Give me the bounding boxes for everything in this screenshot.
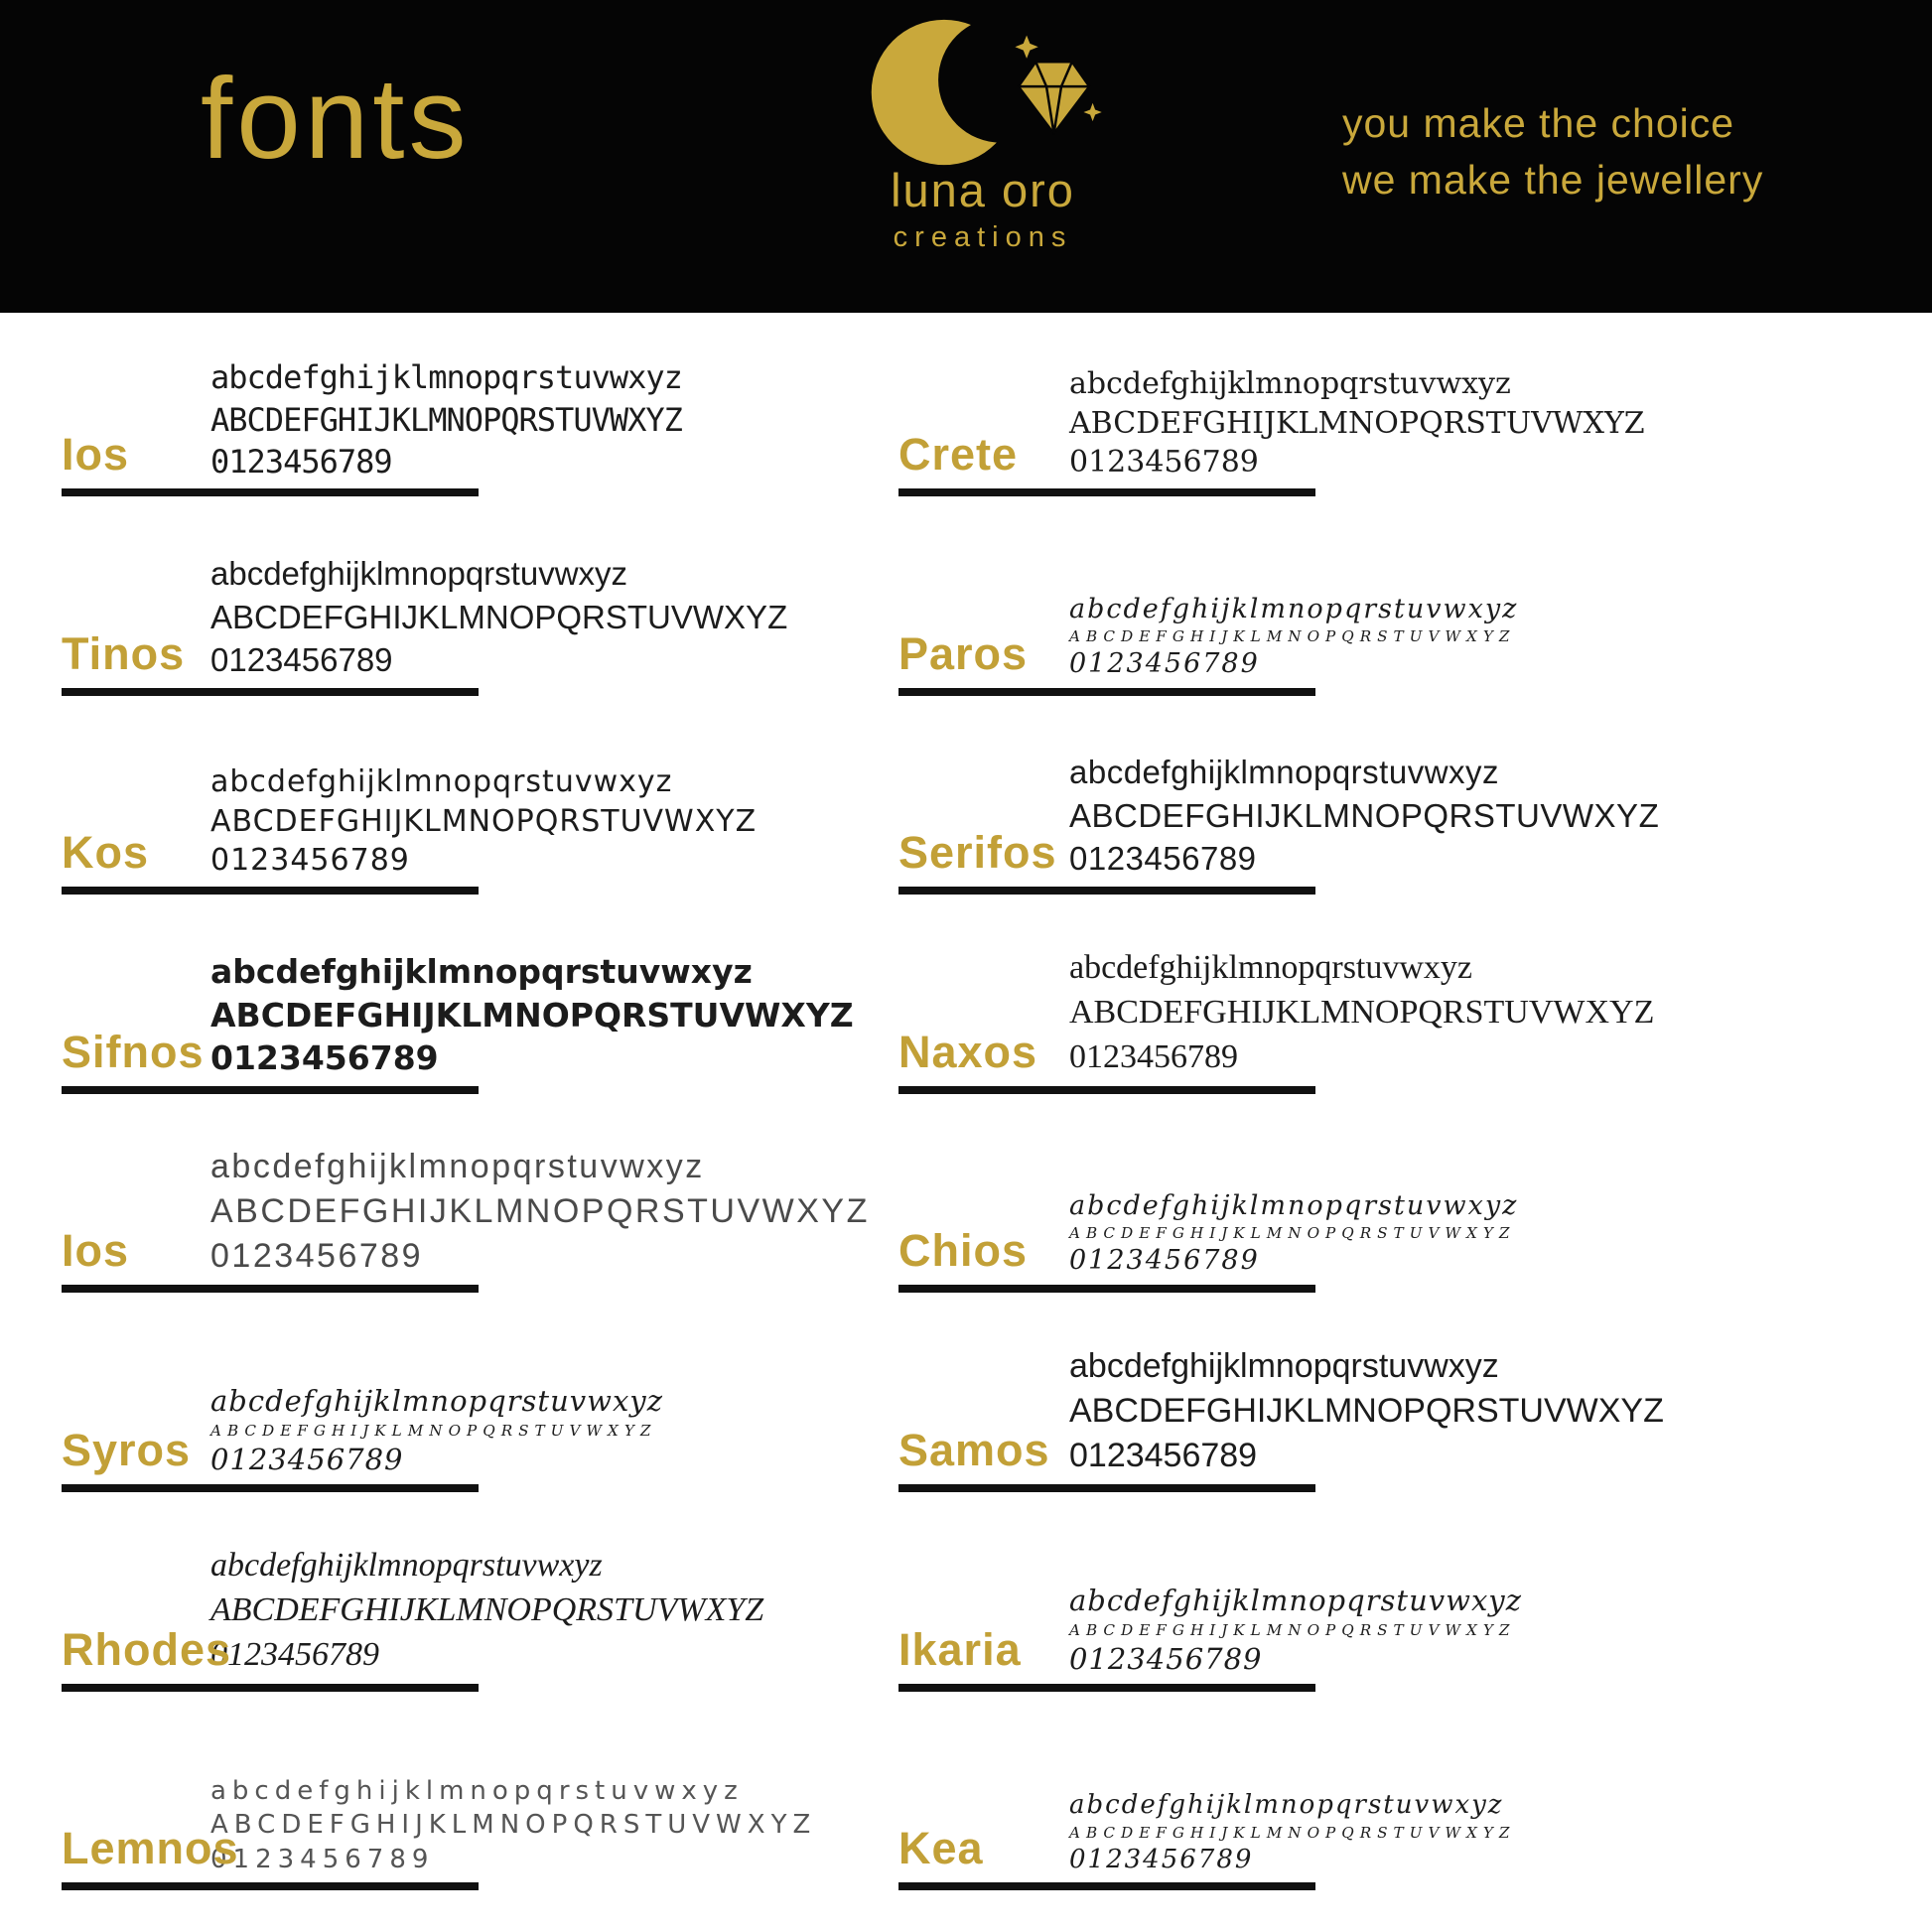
sample-lowercase: abcdefghijklmnopqrstuvwxyz — [1069, 593, 1519, 624]
sample-digits: 0123456789 — [1069, 648, 1260, 680]
sample-lowercase: abcdefghijklmnopqrstuvwxyz — [1069, 1189, 1519, 1221]
sample-uppercase: ABCDEFGHIJKLMNOPQRSTUVWXYZ — [1069, 796, 1660, 834]
crescent-moon-diamond-icon — [859, 14, 1107, 171]
sample-lowercase: abcdefghijklmnopqrstuvwxyz — [1069, 754, 1500, 791]
font-sample — [1069, 946, 1654, 1080]
sample-digits: 0123456789 — [1069, 1844, 1254, 1874]
sample-lowercase: abcdefghijklmnopqrstuvwxyz — [210, 555, 628, 593]
underline-rule — [62, 1882, 479, 1890]
font-name-label: Kea — [898, 1823, 984, 1873]
font-sample — [210, 1382, 663, 1478]
tagline — [1342, 95, 1763, 208]
font-sample-row — [898, 915, 1752, 1094]
font-name-label: Paros — [898, 628, 1029, 679]
sample-uppercase: ABCDEFGHIJKLMNOPQRSTUVWXYZ — [210, 803, 758, 839]
sample-digits: 0123456789 — [210, 442, 392, 481]
font-sample — [1069, 1788, 1515, 1876]
logo-brand-text: luna oro — [891, 164, 1075, 216]
luna-oro-logo — [849, 14, 1117, 254]
font-sample-row — [898, 1114, 1752, 1293]
font-sample — [210, 356, 682, 483]
sample-digits: 0123456789 — [210, 1844, 435, 1874]
font-name-label: Ios — [62, 1225, 130, 1276]
font-sample — [210, 552, 787, 682]
font-name-label: Chios — [898, 1225, 1029, 1276]
font-sample — [1069, 1188, 1518, 1279]
sample-uppercase: ABCDEFGHIJKLMNOPQRSTUVWXYZ — [1069, 1392, 1664, 1431]
font-name-label: Syros — [62, 1425, 192, 1475]
font-sample — [210, 1145, 870, 1279]
underline-rule — [898, 688, 1315, 696]
font-sample-row — [62, 1712, 915, 1890]
font-name-label: Crete — [898, 429, 1019, 480]
sample-digits: 0123456789 — [1069, 445, 1259, 481]
underline-rule — [898, 1484, 1315, 1492]
font-sample — [210, 1544, 763, 1678]
sample-uppercase: ABCDEFGHIJKLMNOPQRSTUVWXYZ — [210, 1421, 657, 1440]
underline-rule — [898, 1086, 1315, 1094]
font-sample-row — [898, 1513, 1752, 1692]
sample-digits: 0123456789 — [1069, 1245, 1260, 1277]
tagline-line-2: we make the jewellery — [1342, 157, 1764, 203]
underline-rule — [898, 887, 1315, 895]
font-name-label: Samos — [898, 1425, 1050, 1475]
font-sample — [1069, 592, 1518, 682]
font-name-label: Kos — [62, 827, 150, 878]
font-sample-row — [62, 915, 915, 1094]
font-sample — [210, 1774, 816, 1876]
sample-lowercase: abcdefghijklmnopqrstuvwxyz — [1069, 366, 1511, 402]
font-sample — [1069, 364, 1645, 483]
sample-digits: 0123456789 — [1069, 1038, 1238, 1076]
sample-uppercase: ABCDEFGHIJKLMNOPQRSTUVWXYZ — [1069, 405, 1645, 441]
font-sample — [1069, 751, 1659, 881]
font-name-label: Lemnos — [62, 1823, 239, 1873]
underline-rule — [898, 488, 1315, 496]
sample-digits: 0123456789 — [1069, 840, 1257, 878]
font-name-label: Sifnos — [62, 1027, 205, 1077]
font-sample-row — [62, 1513, 915, 1692]
font-sample-row — [898, 318, 1752, 496]
sample-uppercase: ABCDEFGHIJKLMNOPQRSTUVWXYZ — [210, 1591, 764, 1629]
sample-uppercase: ABCDEFGHIJKLMNOPQRSTUVWXYZ — [210, 1810, 817, 1841]
sample-lowercase: abcdefghijklmnopqrstuvwxyz — [210, 1547, 603, 1585]
font-sample-row — [62, 1114, 915, 1293]
underline-rule — [62, 1285, 479, 1293]
sample-lowercase: abcdefghijklmnopqrstuvwxyz — [1069, 1584, 1522, 1618]
underline-rule — [62, 1684, 479, 1692]
font-sample — [210, 950, 854, 1080]
sample-lowercase: abcdefghijklmnopqrstuvwxyz — [210, 1776, 744, 1807]
font-name-label: Tinos — [62, 628, 186, 679]
underline-rule — [62, 887, 479, 895]
underline-rule — [62, 1484, 479, 1492]
sample-lowercase: abcdefghijklmnopqrstuvwxyz — [210, 764, 673, 800]
font-sample-row — [898, 1313, 1752, 1492]
sample-digits: 0123456789 — [210, 641, 393, 679]
sample-lowercase: abcdefghijklmnopqrstuvwxyz — [1069, 1790, 1504, 1821]
underline-rule — [62, 688, 479, 696]
sample-lowercase: abcdefghijklmnopqrstuvwxyz — [210, 952, 753, 992]
sample-uppercase: ABCDEFGHIJKLMNOPQRSTUVWXYZ — [210, 598, 788, 635]
font-name-label: Ikaria — [898, 1624, 1022, 1675]
sample-lowercase: abcdefghijklmnopqrstuvwxyz — [1069, 1347, 1499, 1386]
sample-lowercase: abcdefghijklmnopqrstuvwxyz — [210, 1148, 705, 1186]
font-sample-row — [898, 517, 1752, 696]
sample-digits: 0123456789 — [210, 1442, 404, 1476]
header — [0, 0, 1932, 313]
font-sample-row — [898, 716, 1752, 895]
sample-digits: 0123456789 — [210, 843, 410, 879]
font-sample-row — [898, 1712, 1752, 1890]
sample-lowercase: abcdefghijklmnopqrstuvwxyz — [210, 358, 682, 397]
font-sample — [1069, 1344, 1664, 1478]
diamond-shape — [1019, 62, 1090, 133]
sample-uppercase: ABCDEFGHIJKLMNOPQRSTUVWXYZ — [1069, 1224, 1516, 1243]
sample-uppercase: ABCDEFGHIJKLMNOPQRSTUVWXYZ — [210, 995, 854, 1035]
crescent-moon-shape — [872, 20, 1017, 165]
underline-rule — [898, 1684, 1315, 1692]
sample-digits: 0123456789 — [1069, 1641, 1263, 1676]
sample-lowercase: abcdefghijklmnopqrstuvwxyz — [1069, 949, 1473, 987]
sample-uppercase: ABCDEFGHIJKLMNOPQRSTUVWXYZ — [1069, 1620, 1516, 1639]
font-name-label: Ios — [62, 429, 130, 480]
font-sample-row — [62, 716, 915, 895]
font-name-label: Rhodes — [62, 1624, 232, 1675]
font-sample-row — [62, 1313, 915, 1492]
page-title: fonts — [201, 54, 471, 183]
sample-digits: 0123456789 — [210, 1237, 424, 1276]
font-name-label: Naxos — [898, 1027, 1038, 1077]
sample-digits: 0123456789 — [210, 1636, 379, 1674]
sample-uppercase: ABCDEFGHIJKLMNOPQRSTUVWXYZ — [210, 1192, 870, 1231]
underline-rule — [898, 1285, 1315, 1293]
sample-uppercase: ABCDEFGHIJKLMNOPQRSTUVWXYZ — [1069, 627, 1516, 646]
sample-lowercase: abcdefghijklmnopqrstuvwxyz — [210, 1384, 663, 1419]
underline-rule — [62, 488, 479, 496]
underline-rule — [62, 1086, 479, 1094]
underline-rule — [898, 1882, 1315, 1890]
font-name-label: Serifos — [898, 827, 1057, 878]
font-sample — [210, 762, 757, 881]
sample-uppercase: ABCDEFGHIJKLMNOPQRSTUVWXYZ — [1069, 994, 1655, 1032]
sample-uppercase: ABCDEFGHIJKLMNOPQRSTUVWXYZ — [210, 400, 682, 439]
font-sample-row — [62, 318, 915, 496]
sample-digits: 0123456789 — [1069, 1437, 1258, 1475]
tagline-line-1: you make the choice — [1342, 100, 1735, 146]
font-sample-row — [62, 517, 915, 696]
font-sample — [1069, 1582, 1522, 1678]
sample-uppercase: ABCDEFGHIJKLMNOPQRSTUVWXYZ — [1069, 1823, 1516, 1842]
sample-digits: 0123456789 — [210, 1038, 439, 1078]
logo-sub-text: creations — [893, 221, 1073, 253]
